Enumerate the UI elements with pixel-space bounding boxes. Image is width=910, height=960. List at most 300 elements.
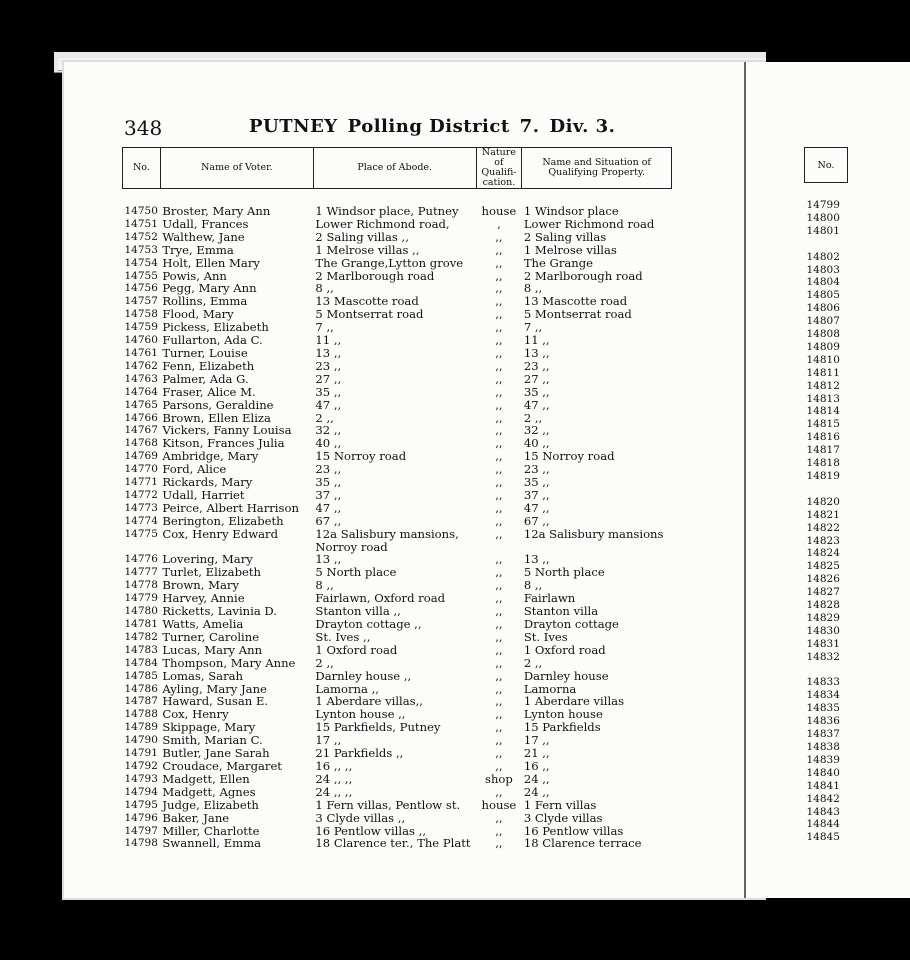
table-row — [123, 644, 672, 657]
voter-name: Lomas, Sarah — [162, 668, 244, 683]
voter-number: 14758 — [124, 308, 158, 321]
voter-number: 14772 — [124, 488, 158, 501]
voter-number: 14782 — [124, 630, 158, 643]
facing-row — [805, 573, 848, 586]
voter-name: Cox, Henry — [162, 707, 229, 722]
qualification: ,, — [495, 733, 503, 748]
qualification: , — [497, 216, 501, 231]
voter-name: Broster, Mary Ann — [162, 204, 271, 218]
page-header — [118, 115, 678, 143]
voter-number: 14785 — [124, 669, 158, 682]
qualifying-property: 5 North place — [523, 565, 605, 580]
qualifying-property: 24 ,, — [523, 771, 550, 786]
place-of-abode: 1 Melrose villas ,, — [315, 242, 420, 257]
voter-name: Fraser, Alice M. — [162, 384, 256, 399]
voter-name: Trye, Emma — [162, 242, 234, 257]
facing-voter-number: 14805 — [806, 289, 840, 302]
voter-name: Berington, Elizabeth — [162, 513, 284, 528]
facing-row — [805, 341, 848, 354]
voter-name: Lovering, Mary — [162, 552, 253, 567]
table-row — [123, 773, 672, 786]
facing-row — [805, 599, 848, 612]
voter-number: 14797 — [124, 824, 158, 837]
table-row — [123, 231, 672, 244]
qualification: ,, — [495, 604, 503, 619]
voter-name: Pickess, Elizabeth — [162, 320, 269, 335]
place-of-abode: 16 ,, ,, — [315, 758, 353, 773]
voter-name: Ayling, Mary Jane — [162, 681, 267, 696]
voter-number: 14750 — [124, 205, 158, 217]
voter-name: Thompson, Mary Anne — [162, 655, 296, 670]
qualifying-property: Lamorna — [523, 681, 577, 696]
place-of-abode: 1 Oxford road — [315, 642, 398, 657]
place-of-abode: 47 ,, — [315, 397, 342, 412]
qualifying-property: 1 Oxford road — [523, 642, 606, 657]
qualification: ,, — [495, 423, 503, 438]
voter-number: 14768 — [124, 437, 158, 450]
qualification: house — [481, 204, 517, 218]
voter-name: Madgett, Ellen — [162, 771, 250, 786]
facing-row — [805, 715, 848, 728]
facing-voter-number: 14832 — [806, 650, 840, 663]
voter-name: Brown, Ellen Eliza — [162, 410, 271, 425]
facing-row — [805, 328, 848, 341]
place-of-abode: 15 Parkfields, Putney — [315, 720, 441, 735]
facing-row — [805, 676, 848, 689]
voter-name: Walthew, Jane — [162, 229, 245, 244]
table-row — [123, 347, 672, 360]
voter-number: 14775 — [124, 527, 158, 540]
facing-voter-number: 14840 — [806, 766, 840, 779]
facing-voter-number: 14836 — [806, 715, 840, 728]
facing-row — [805, 431, 848, 444]
voter-name: Baker, Jane — [162, 810, 230, 825]
facing-row — [805, 315, 848, 328]
qualification: ,, — [495, 410, 503, 425]
facing-voter-number: 14830 — [806, 624, 840, 637]
voter-name: Holt, Ellen Mary — [162, 255, 260, 270]
qualification: ,, — [495, 268, 503, 283]
facing-row — [805, 638, 848, 651]
facing-row — [805, 780, 848, 793]
voter-number: 14788 — [124, 708, 158, 721]
qualification: ,, — [495, 281, 503, 296]
facing-row — [805, 418, 848, 431]
voter-name: Butler, Jane Sarah — [162, 746, 270, 761]
qualifying-property: 3 Clyde villas — [523, 810, 603, 825]
qualifying-property: 2 ,, — [523, 655, 543, 670]
qualification: ,, — [495, 513, 503, 528]
place-of-abode: 67 ,, — [315, 513, 342, 528]
col-header-property: Name and Situation of Qualifying Property. — [522, 148, 672, 189]
voter-name: Fullarton, Ada C. — [162, 333, 263, 348]
facing-row — [805, 586, 848, 599]
qualifying-property: 35 ,, — [523, 475, 550, 490]
qualifying-property: 17 ,, — [523, 733, 550, 748]
facing-voter-number: 14839 — [806, 753, 840, 766]
qualifying-property: 15 Parkfields — [523, 720, 601, 735]
qualification: ,, — [495, 784, 503, 799]
place-of-abode: Drayton cottage ,, — [315, 617, 422, 631]
facing-voter-number: 14841 — [806, 779, 840, 792]
spacer-row — [123, 189, 672, 206]
voter-number: 14779 — [124, 592, 158, 605]
place-of-abode: 15 Norroy road — [315, 449, 407, 464]
title-district-number: 7. — [519, 116, 540, 137]
place-of-abode: Stanton villa ,, — [315, 604, 401, 619]
table-row — [123, 489, 672, 502]
voter-number: 14764 — [124, 385, 158, 398]
voter-number: 14791 — [124, 747, 158, 760]
voter-number: 14759 — [124, 321, 158, 334]
facing-voter-number: 14831 — [806, 637, 840, 650]
voter-name: Madgett, Agnes — [162, 784, 256, 799]
voter-name: Pegg, Mary Ann — [162, 281, 257, 296]
facing-row — [805, 689, 848, 702]
facing-voter-number: 14810 — [806, 353, 840, 366]
voter-number: 14787 — [124, 695, 158, 708]
qualification: ,, — [495, 294, 503, 309]
place-of-abode: 2 Marlborough road — [315, 268, 435, 283]
voter-number: 14770 — [124, 463, 158, 476]
qualifying-property: 13 ,, — [523, 345, 550, 360]
table-row — [123, 528, 672, 541]
voter-number: 14751 — [124, 217, 158, 230]
voter-name: Watts, Amelia — [162, 617, 244, 631]
voter-number: 14777 — [124, 566, 158, 579]
qualifying-property: 21 ,, — [523, 746, 550, 761]
voter-number: 14784 — [124, 656, 158, 669]
table-row — [123, 360, 672, 373]
qualification: ,, — [495, 758, 503, 773]
facing-voter-number: 14813 — [806, 392, 840, 405]
place-of-abode: 2 Saling villas ,, — [315, 229, 409, 244]
voter-number: 14766 — [124, 411, 158, 424]
spacer-row — [805, 183, 848, 200]
place-of-abode: 27 ,, — [315, 371, 342, 386]
qualifying-property: Darnley house — [523, 668, 609, 683]
place-of-abode: 5 Montserrat road — [315, 307, 424, 322]
facing-row — [805, 612, 848, 625]
place-of-abode: 18 Clarence ter., The Platt — [315, 836, 471, 851]
col-header-no: No. — [123, 148, 161, 189]
place-of-abode: 23 ,, — [315, 462, 342, 477]
qualifying-property: 13 Mascotte road — [523, 294, 628, 309]
facing-voter-number — [805, 238, 848, 251]
qualifying-property: 27 ,, — [523, 371, 550, 386]
facing-row — [805, 457, 848, 470]
qualification: ,, — [495, 462, 503, 477]
facing-voter-number: 14811 — [806, 366, 840, 379]
qualifying-property: 47 ,, — [523, 397, 550, 412]
qualification: ,, — [495, 371, 503, 386]
page-number: 348 — [124, 116, 163, 140]
facing-voter-number: 14842 — [806, 792, 840, 805]
col-header-abode: Place of Abode. — [313, 148, 476, 189]
voter-number: 14756 — [124, 282, 158, 295]
qualifying-property: 7 ,, — [523, 320, 543, 335]
voter-name: Judge, Elizabeth — [162, 797, 259, 812]
facing-col-header-no: No. — [805, 148, 848, 183]
facing-row — [805, 806, 848, 819]
qualification: ,, — [495, 242, 503, 257]
qualifying-property: 40 ,, — [523, 436, 550, 451]
facing-row — [805, 793, 848, 806]
qualifying-property: 1 Aberdare villas — [523, 694, 625, 709]
place-of-abode: 35 ,, — [315, 475, 342, 490]
facing-voter-number: 14845 — [806, 831, 840, 844]
qualification: ,, — [495, 526, 503, 541]
facing-row — [805, 483, 848, 496]
voter-name: Kitson, Frances Julia — [162, 436, 285, 451]
qualification: ,, — [495, 397, 503, 412]
voter-number: 14792 — [124, 759, 158, 772]
voter-name: Flood, Mary — [162, 307, 234, 322]
voter-number: 14773 — [124, 501, 158, 514]
voter-number: 14774 — [124, 514, 158, 527]
place-of-abode: 32 ,, — [315, 423, 342, 438]
voter-name: Croudace, Margaret — [162, 758, 282, 773]
table-row — [123, 257, 672, 270]
facing-row — [805, 728, 848, 741]
facing-voter-number: 14824 — [806, 547, 840, 560]
facing-row — [805, 509, 848, 522]
place-of-abode: 47 ,, — [315, 500, 342, 515]
voter-number: 14752 — [124, 230, 158, 243]
voter-number: 14769 — [124, 450, 158, 463]
qualifying-property: 12a Salisbury mansions — [523, 526, 664, 541]
qualifying-property: Lower Richmond road — [523, 216, 655, 231]
voter-name: Vickers, Fanny Louisa — [162, 423, 292, 438]
facing-voter-number: 14829 — [806, 611, 840, 624]
qualifying-property: 35 ,, — [523, 384, 550, 399]
voter-number: 14762 — [124, 359, 158, 372]
voter-number: 14757 — [124, 295, 158, 308]
facing-voter-number: 14835 — [806, 702, 840, 715]
table-row — [123, 631, 672, 644]
voter-number: 14755 — [124, 269, 158, 282]
voter-number: 14765 — [124, 398, 158, 411]
voter-name: Turner, Caroline — [162, 629, 260, 644]
facing-voter-number: 14833 — [806, 676, 840, 689]
voter-name: Udall, Harriet — [162, 487, 245, 502]
voter-name: Fenn, Elizabeth — [162, 358, 255, 373]
qualifying-property: 1 Windsor place — [523, 204, 619, 218]
qualification: ,, — [495, 565, 503, 580]
voter-name: Parsons, Geraldine — [162, 397, 274, 412]
facing-voter-number: 14843 — [806, 805, 840, 818]
table-row — [123, 476, 672, 489]
qualification: ,, — [495, 746, 503, 761]
place-of-abode: 2 ,, — [315, 655, 334, 670]
voter-number: 14795 — [124, 798, 158, 811]
voter-number: 14786 — [124, 682, 158, 695]
qualifying-property: 47 ,, — [523, 500, 550, 515]
facing-voter-number: 14837 — [806, 728, 840, 741]
qualification: ,, — [495, 823, 503, 838]
table-row — [123, 205, 672, 218]
facing-voter-number: 14800 — [806, 211, 840, 224]
place-of-abode: 8 ,, — [315, 281, 334, 296]
qualification: ,, — [495, 552, 503, 567]
place-of-abode: St. Ives ,, — [315, 629, 371, 644]
qualification: ,, — [495, 810, 503, 825]
place-of-abode: 21 Parkfields ,, — [315, 746, 404, 761]
voter-number: 14754 — [124, 256, 158, 269]
voter-number: 14776 — [124, 553, 158, 566]
facing-voter-number — [805, 664, 848, 677]
qualifying-property: Stanton villa — [523, 604, 599, 619]
facing-page-table — [804, 147, 848, 844]
place-of-abode: 1 Fern villas, Pentlow st. — [315, 797, 461, 812]
place-of-abode: 11 ,, — [315, 333, 342, 348]
qualifying-property: 23 ,, — [523, 462, 550, 477]
facing-voter-number: 14806 — [806, 302, 840, 315]
facing-voter-number: 14809 — [806, 340, 840, 353]
facing-row — [805, 496, 848, 509]
place-of-abode: 16 Pentlow villas ,, — [315, 823, 426, 838]
voter-name: Miller, Charlotte — [162, 823, 260, 838]
voter-number: 14798 — [124, 837, 158, 850]
facing-voter-number: 14825 — [806, 560, 840, 573]
facing-voter-number: 14828 — [806, 599, 840, 612]
voter-number: 14796 — [124, 811, 158, 824]
voter-number: 14778 — [124, 579, 158, 592]
qualifying-property: 2 Saling villas — [523, 229, 607, 244]
place-of-abode: Lamorna ,, — [315, 681, 379, 696]
voter-name: Harvey, Annie — [162, 591, 245, 606]
facing-row — [805, 560, 848, 573]
table-row — [123, 799, 672, 812]
place-of-abode: 13 Mascotte road — [315, 294, 419, 309]
facing-row — [805, 405, 848, 418]
qualification: ,, — [495, 694, 503, 709]
qualifying-property: 67 ,, — [523, 513, 550, 528]
qualifying-property: Fairlawn — [523, 591, 576, 606]
facing-voter-number: 14826 — [806, 573, 840, 586]
voter-number: 14789 — [124, 721, 158, 734]
table-row — [123, 670, 672, 683]
qualification: ,, — [495, 384, 503, 399]
facing-row — [805, 444, 848, 457]
voter-name: Cox, Henry Edward — [162, 526, 278, 541]
table-row — [123, 386, 672, 399]
facing-row — [805, 251, 848, 264]
qualification: ,, — [495, 836, 503, 851]
qualification: ,, — [495, 655, 503, 670]
voter-number: 14781 — [124, 618, 158, 630]
facing-voter-number: 14822 — [806, 521, 840, 534]
qualifying-property: Drayton cottage — [523, 617, 619, 631]
facing-row — [805, 831, 848, 844]
table-row — [123, 218, 672, 231]
voter-number: 14761 — [124, 346, 158, 359]
qualification: ,, — [495, 591, 503, 606]
facing-voter-number: 14817 — [806, 444, 840, 457]
voter-number: 14760 — [124, 334, 158, 347]
table-row — [123, 502, 672, 515]
table-row — [123, 618, 672, 631]
place-of-abode: 13 ,, — [315, 345, 342, 360]
qualification: ,, — [495, 345, 503, 360]
qualifying-property: 16 Pentlow villas — [523, 823, 624, 838]
facing-row — [805, 522, 848, 535]
facing-row — [805, 302, 848, 315]
place-of-abode: Lynton house ,, — [315, 707, 406, 722]
voter-name: Haward, Susan E. — [162, 694, 269, 709]
facing-row — [805, 212, 848, 225]
place-of-abode: 12a Salisbury mansions, — [315, 526, 459, 541]
qualification: ,, — [495, 578, 503, 593]
voter-name: Turlet, Elizabeth — [162, 565, 261, 580]
voter-name: Powis, Ann — [162, 268, 227, 283]
facing-rows — [805, 183, 848, 845]
facing-row — [805, 354, 848, 367]
qualifying-property: 2 Marlborough road — [523, 268, 643, 283]
facing-row — [805, 289, 848, 302]
qualification: ,, — [495, 707, 503, 722]
facing-row — [805, 664, 848, 677]
facing-row — [805, 651, 848, 664]
place-of-abode: 8 ,, — [315, 578, 334, 593]
qualifying-property: 16 ,, — [523, 758, 550, 773]
facing-voter-number: 14815 — [806, 418, 840, 431]
title-place: PUTNEY — [249, 116, 338, 137]
qualification: ,, — [495, 436, 503, 451]
qualification: ,, — [495, 255, 503, 270]
qualification: ,, — [495, 475, 503, 490]
voter-number: 14780 — [124, 605, 158, 618]
table-row — [123, 244, 672, 257]
qualifying-property: 8 ,, — [523, 578, 543, 593]
voter-number: 14763 — [124, 372, 158, 385]
facing-row — [805, 535, 848, 548]
qualification: shop — [485, 771, 513, 786]
place-of-abode: 7 ,, — [315, 320, 334, 335]
place-of-abode: 1 Aberdare villas,, — [315, 694, 423, 709]
place-of-abode: 13 ,, — [315, 552, 342, 567]
facing-voter-number — [805, 483, 848, 496]
facing-row — [805, 741, 848, 754]
place-of-abode: 37 ,, — [315, 487, 342, 502]
facing-voter-number: 14807 — [806, 315, 840, 328]
facing-row — [805, 199, 848, 212]
col-header-name: Name of Voter. — [160, 148, 313, 189]
facing-voter-number: 14838 — [806, 741, 840, 754]
facing-voter-number: 14816 — [806, 431, 840, 444]
voter-name: Udall, Frances — [162, 216, 249, 231]
qualification: ,, — [495, 668, 503, 683]
place-of-abode: 40 ,, — [315, 436, 342, 451]
page-title — [249, 116, 615, 137]
qualifying-property: 1 Fern villas — [523, 797, 597, 812]
qualifying-property: 8 ,, — [523, 281, 543, 296]
qualifying-property: 23 ,, — [523, 358, 550, 373]
facing-voter-number: 14834 — [806, 689, 840, 702]
qualifying-property: 24 ,, — [523, 784, 550, 799]
table-row — [123, 812, 672, 825]
place-of-abode: 24 ,, ,, — [315, 784, 353, 799]
facing-voter-number: 14844 — [806, 818, 840, 831]
col-header-qualification: Nature of Qualifi-cation. — [476, 148, 522, 189]
facing-row — [805, 767, 848, 780]
voter-name: Peirce, Albert Harrison — [162, 500, 299, 515]
place-of-abode: Darnley house ,, — [315, 668, 412, 683]
table-row — [123, 837, 672, 850]
voter-number: 14783 — [124, 643, 158, 656]
voter-number — [123, 541, 161, 554]
qualifying-property: St. Ives — [523, 629, 568, 644]
